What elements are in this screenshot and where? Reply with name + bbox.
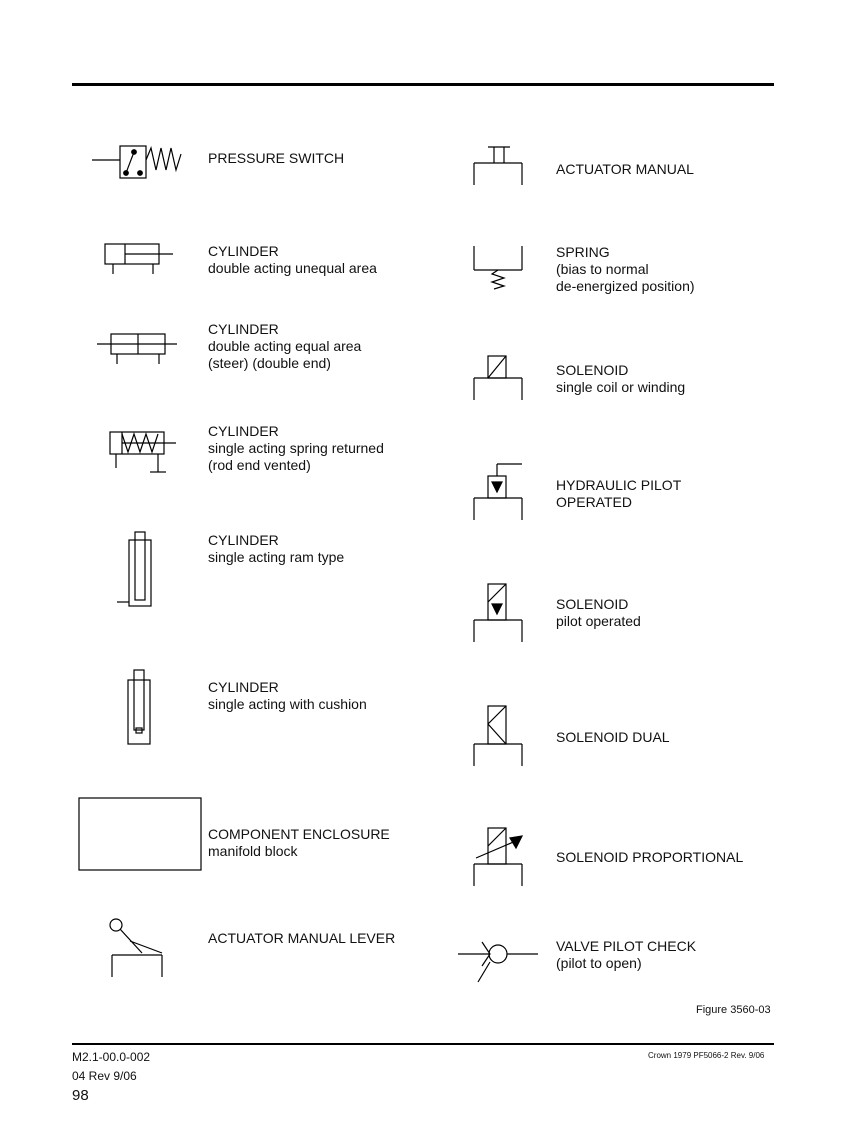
hydraulic-pilot-icon (472, 462, 528, 522)
solenoid-proportional-icon (472, 826, 532, 890)
pressure-switch-label: PRESSURE SWITCH (208, 150, 345, 166)
cylinder-cushion-icon (118, 668, 168, 748)
actuator-manual-lever-label: ACTUATOR MANUAL LEVER (208, 930, 396, 946)
valve-pilot-check-label: VALVE PILOT CHECK (pilot to open) (556, 938, 697, 971)
cylinder-ram-label: CYLINDER single acting ram type (208, 532, 345, 565)
top-rule (72, 83, 774, 86)
bottom-rule (72, 1043, 774, 1045)
solenoid-proportional-label: SOLENOID PROPORTIONAL (556, 849, 744, 865)
cylinder-double-equal-label: CYLINDER double acting equal area (steer) (double end) (208, 321, 362, 371)
footer-doc-id: M2.1-00.0-002 (72, 1050, 151, 1064)
solenoid-pilot-label: SOLENOID pilot operated (556, 596, 641, 629)
solenoid-label: SOLENOID single coil or winding (556, 362, 686, 395)
valve-pilot-check-icon (456, 936, 552, 986)
actuator-manual-icon (472, 145, 528, 189)
cylinder-ram-icon (115, 530, 165, 610)
cylinder-double-unequal-icon (103, 240, 183, 280)
component-enclosure-label: COMPONENT ENCLOSURE manifold block (208, 826, 390, 859)
cylinder-cushion-label: CYLINDER single acting with cushion (208, 679, 367, 712)
cylinder-spring-returned-icon (108, 428, 188, 476)
page-number: 98 (72, 1087, 89, 1104)
cylinder-double-unequal-label: CYLINDER double acting unequal area (208, 243, 377, 276)
solenoid-dual-icon (472, 704, 528, 768)
footer-revision: 04 Rev 9/06 (72, 1069, 137, 1083)
pressure-switch-icon (92, 142, 192, 182)
spring-icon (472, 244, 528, 292)
cylinder-double-equal-icon (97, 330, 187, 370)
hydraulic-pilot-label: HYDRAULIC PILOT OPERATED (556, 477, 682, 510)
actuator-manual-label: ACTUATOR MANUAL (556, 161, 694, 177)
spring-label: SPRING (bias to normal de-energized position) (556, 244, 695, 294)
solenoid-pilot-icon (472, 582, 528, 644)
component-enclosure-icon (78, 797, 204, 873)
actuator-manual-lever-icon (106, 915, 176, 981)
figure-label: Figure 3560-03 (696, 1004, 771, 1016)
solenoid-icon (472, 354, 528, 402)
footer-copyright: Crown 1979 PF5066-2 Rev. 9/06 (648, 1051, 765, 1060)
solenoid-dual-label: SOLENOID DUAL (556, 729, 670, 745)
cylinder-spring-returned-label: CYLINDER single acting spring returned (rod end vented) (208, 423, 384, 473)
